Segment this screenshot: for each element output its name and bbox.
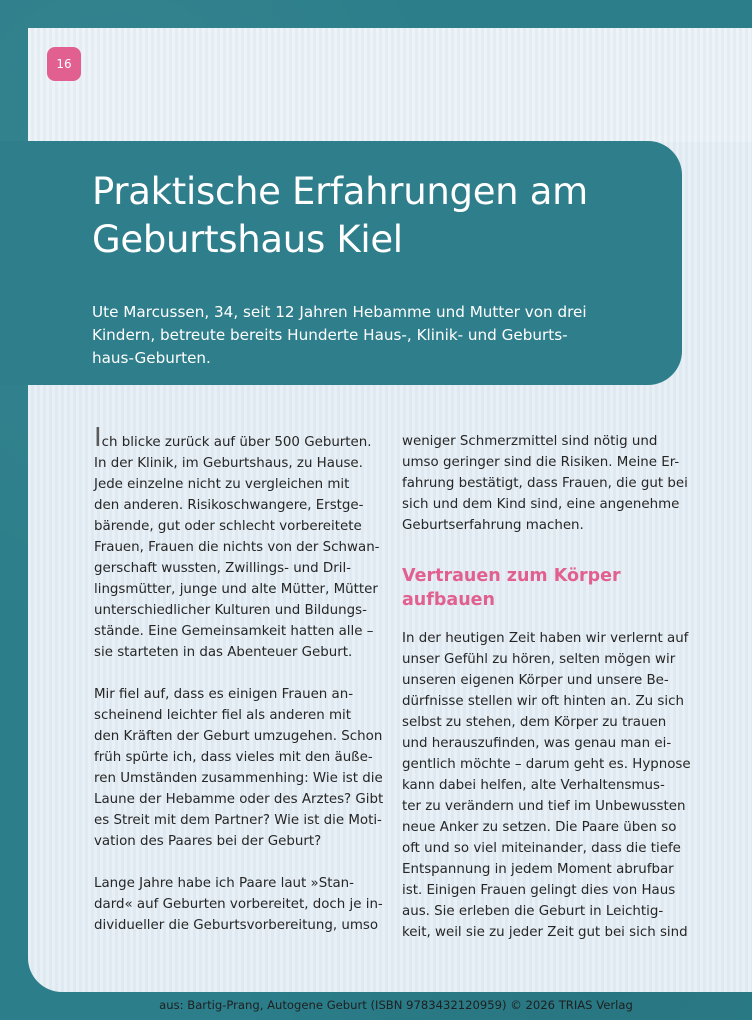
text-line: Laune der Hebamme oder des Arztes? Gibt — [94, 792, 384, 807]
text-line: sich und dem Kind sind, eine angenehme — [402, 497, 680, 512]
text-line: Jede einzelne nicht zu vergleichen mit — [94, 477, 350, 492]
text-line: gerschaft wussten, Zwillings- und Dril- — [94, 561, 352, 576]
text-line: unser Gefühl zu hören, selten mögen wir — [402, 652, 676, 667]
drop-cap: I — [94, 423, 102, 453]
text-line: umso geringer sind die Risiken. Meine Er- — [402, 455, 680, 470]
left-column — [94, 423, 384, 936]
intro-line-1: Ute Marcussen, 34, seit 12 Jahren Hebamme und Mutter von drei — [92, 303, 587, 321]
text-line: vation des Paares bei der Geburt? — [94, 834, 322, 849]
text-line: den anderen. Risikoschwangere, Erstge- — [94, 498, 364, 513]
text-line: keit, weil sie zu jeder Zeit gut bei sich sind — [402, 925, 688, 940]
text-line: früh spürte ich, dass vieles mit den äuße- — [94, 750, 373, 765]
intro-text — [92, 301, 652, 370]
text-line: Geburtserfahrung machen. — [402, 518, 584, 533]
text-line: stände. Eine Gemeinsamkeit hatten alle – — [94, 624, 374, 639]
text-line: neue Anker zu setzen. Die Paare üben so — [402, 820, 677, 835]
page-number-badge: 16 — [47, 47, 81, 81]
text-line: oft und so viel miteinander, dass die tiefe — [402, 841, 681, 856]
text-line: ter zu verändern und tief im Unbewussten — [402, 799, 686, 814]
text-line: scheinend leichter fiel als anderen mit — [94, 708, 351, 723]
text-line: unterschiedlicher Kulturen und Bildungs- — [94, 603, 367, 618]
text-line: ren Umständen zusammenhing: Wie ist die — [94, 771, 383, 786]
text-line: es Streit mit dem Partner? Wie ist die Moti- — [94, 813, 382, 828]
text-line: In der Klinik, im Geburtshaus, zu Hause. — [94, 456, 363, 471]
text-line: ch blicke zurück auf über 500 Geburten. — [101, 435, 372, 450]
intro-line-2: Kindern, betreute bereits Hunderte Haus-, Klinik- und Geburts- — [92, 326, 568, 344]
section-heading — [402, 564, 692, 612]
text-line: Frauen, Frauen die nichts von der Schwan- — [94, 540, 380, 555]
text-line: kann dabei helfen, alte Verhaltensmus- — [402, 778, 665, 793]
intro-line-3: haus-Geburten. — [92, 349, 211, 367]
text-line: dividueller die Geburtsvorbereitung, umso — [94, 918, 379, 933]
right-paragraph-1 — [402, 431, 692, 536]
text-line: fahrung bestätigt, dass Frauen, die gut bei — [402, 476, 688, 491]
text-line: und herauszufinden, was genau man ei- — [402, 736, 672, 751]
heading-line-1: Vertrauen zum Körper — [402, 566, 621, 586]
text-line: unseren eigenen Körper und unsere Be- — [402, 673, 669, 688]
paper-header-strip — [28, 28, 752, 142]
text-line: Mir fiel auf, dass es einigen Frauen an- — [94, 687, 354, 702]
text-line: lingsmütter, junge und alte Mütter, Mütter — [94, 582, 378, 597]
text-line: aus. Sie erleben die Geburt in Leichtig- — [402, 904, 664, 919]
heading-line-2: aufbauen — [402, 590, 496, 610]
text-line: dard« auf Geburten vorbereitet, doch je in- — [94, 897, 383, 912]
text-line: Lange Jahre habe ich Paare laut »Stan- — [94, 876, 354, 891]
left-paragraph-3 — [94, 873, 384, 936]
text-line: dürfnisse stellen wir oft hinten an. Zu sich — [402, 694, 684, 709]
title-line-1: Praktische Erfahrungen am — [92, 170, 588, 213]
text-line: selbst zu stehen, dem Körper zu trauen — [402, 715, 667, 730]
text-line: Entspannung in jedem Moment abrufbar — [402, 862, 674, 877]
right-column — [402, 431, 692, 943]
text-line: sie starteten in das Abenteuer Geburt. — [94, 645, 353, 660]
right-paragraph-2 — [402, 628, 692, 943]
left-paragraph-1 — [94, 423, 384, 663]
text-line: weniger Schmerzmittel sind nötig und — [402, 434, 658, 449]
footer-credit: aus: Bartig-Prang, Autogene Geburt (ISBN 9783432120959) © 2026 TRIAS Verlag — [159, 998, 633, 1012]
page-title — [92, 168, 672, 264]
text-line: ist. Einigen Frauen gelingt dies von Haus — [402, 883, 676, 898]
text-line: In der heutigen Zeit haben wir verlernt auf — [402, 631, 689, 646]
title-line-2: Geburtshaus Kiel — [92, 218, 403, 261]
left-paragraph-2 — [94, 684, 384, 852]
text-line: bärende, gut oder schlecht vorbereitete — [94, 519, 362, 534]
text-line: gentlich möchte – darum geht es. Hypnose — [402, 757, 691, 772]
text-line: den Kräften der Geburt umzugehen. Schon — [94, 729, 383, 744]
